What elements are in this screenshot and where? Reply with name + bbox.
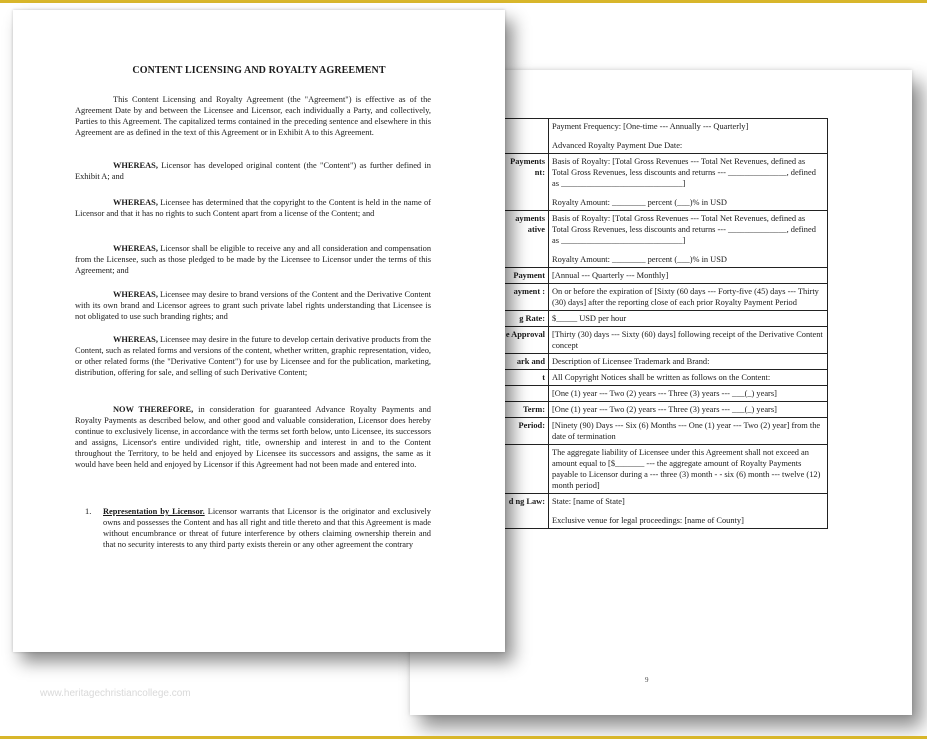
row-label: t xyxy=(500,370,549,386)
table-row xyxy=(500,268,828,284)
table-row xyxy=(500,154,828,211)
table-row xyxy=(500,386,828,402)
row-value-line xyxy=(552,132,824,140)
table-row xyxy=(500,494,828,529)
row-label: Term: xyxy=(500,402,549,418)
row-label: g Rate: xyxy=(500,311,549,327)
row-label: ayment : xyxy=(500,284,549,311)
terms-table xyxy=(500,118,828,529)
section-text: Licensor warrants that Licensor is the originator and exclusively owns and possesses the Content and has all right and title thereto and that this Agreement is made without encumbrance or threat of future interference by others claiming ownership therein and that no security interests to any third party exists therein or any other agreement the contrary xyxy=(103,507,431,549)
whereas-paragraph: WHEREAS, Licensor shall be eligible to receive any and all consideration and compensation from the Licensee, such as those pledged to be made by the Licensee to Licensor under the terms of this Agreement; and xyxy=(75,244,432,275)
row-value xyxy=(549,494,828,529)
table-row xyxy=(500,119,828,154)
section-number: 1. xyxy=(85,507,92,516)
row-value-line xyxy=(552,246,824,254)
row-label xyxy=(500,445,549,494)
row-value-line: [Annual --- Quarterly --- Monthly] xyxy=(552,271,669,280)
document-title: CONTENT LICENSING AND ROYALTY AGREEMENT xyxy=(132,65,386,76)
table-row xyxy=(500,370,828,386)
row-value-line: Royalty Amount: ________ percent (___)% in USD xyxy=(552,255,727,264)
row-value-line: Basis of Royalty: [Total Gross Revenues --- Total Net Revenues, defined as Total Gross Revenues, less discounts and returns --- ______________, defined as _____________________________] xyxy=(552,214,816,245)
row-value-line: The aggregate liability of Licensee under this Agreement shall not exceed an amount equal to [$_______ --- the aggregate amount of Royalty Payments payable to Licensor during a --- three (3) month - - six (6) month --- twelve (12) month period] xyxy=(552,448,821,490)
row-label: ark and xyxy=(500,354,549,370)
row-value-line: On or before the expiration of [Sixty (60 days --- Forty-five (45) days --- Thirty (30) days] after the reporting close of each prior Royalty Payment Period xyxy=(552,287,819,307)
row-label: ayments ative xyxy=(500,211,549,268)
row-value-line: State: [name of State] xyxy=(552,497,625,506)
row-label xyxy=(500,119,549,154)
page-number: 9 xyxy=(645,676,649,684)
row-value-line: [Ninety (90) Days --- Six (6) Months --- One (1) year --- Two (2) year] from the date of termination xyxy=(552,421,821,441)
row-label: Payment xyxy=(500,268,549,284)
row-label xyxy=(500,386,549,402)
section-1-representation xyxy=(85,506,431,550)
row-value-line: [Thirty (30) days --- Sixty (60) days] following receipt of the Derivative Content concept xyxy=(552,330,823,350)
table-row xyxy=(500,311,828,327)
row-label: Period: xyxy=(500,418,549,445)
row-value-line: $_____ USD per hour xyxy=(552,314,627,323)
table-row xyxy=(500,327,828,354)
row-value xyxy=(549,211,828,268)
whereas-paragraph: WHEREAS, Licensor has developed original content (the "Content") as further defined in Exhibit A; and xyxy=(75,161,431,181)
watermark-text: www.heritagechristiancollege.com xyxy=(40,688,191,699)
table-row xyxy=(500,354,828,370)
row-value-line: [One (1) year --- Two (2) years --- Three (3) years --- ___(_) years] xyxy=(552,389,777,398)
row-value xyxy=(549,386,828,402)
row-value xyxy=(549,154,828,211)
whereas-paragraph: WHEREAS, Licensee may desire to brand versions of the Content and the Derivative Content with its own brand and Licensor agrees to grant such private label rights understanding that Licensee is not obligated to use such branding rights; and xyxy=(75,290,432,321)
row-label: d ng Law: xyxy=(500,494,549,529)
row-value-line xyxy=(552,189,824,197)
whereas-paragraph: WHEREAS, Licensee may desire in the future to develop certain derivative products from the Content, such as related forms and versions of the content, whether written, graphic representation, video, or other related forms (the "Derivative Content") for use by Licensee and for the publication, marketing, distribution, offering for sale, and selling of such Derivative Content; xyxy=(75,335,432,377)
row-value-line: Royalty Amount: ________ percent (___)% in USD xyxy=(552,198,727,207)
row-value-line: Advanced Royalty Payment Due Date: xyxy=(552,141,683,150)
now-therefore-paragraph: NOW THEREFORE, in consideration for guaranteed Advance Royalty Payments and Royalty Payments as described below, and other good and valuable consideration, Licensor does hereby continue to exclusively license, in accordance with the terms set forth below, unto Licensee, its successors and assigns, Licensor's entire undivided right, title, ownership and interest in and to the Content throughout the Territory, to be held and enjoyed by Licensee its successors and assigns, the same as it would have been held and enjoyed by Licensor if this Agreement had not been made and entered into. xyxy=(75,405,431,469)
row-value xyxy=(549,445,828,494)
row-value-line: All Copyright Notices shall be written as follows on the Content: xyxy=(552,373,771,382)
section-heading: Representation by Licensor. xyxy=(103,507,205,516)
row-value-line: Exclusive venue for legal proceedings: [name of County] xyxy=(552,516,744,525)
row-label: e Approval xyxy=(500,327,549,354)
table-row xyxy=(500,445,828,494)
frame-top-border xyxy=(0,0,927,3)
table-row xyxy=(500,402,828,418)
row-value xyxy=(549,119,828,154)
row-value xyxy=(549,327,828,354)
row-value xyxy=(549,418,828,445)
row-value-line: Basis of Royalty: [Total Gross Revenues --- Total Net Revenues, defined as Total Gross Revenues, less discounts and returns --- ______________, defined as _____________________________] xyxy=(552,157,816,188)
row-value xyxy=(549,268,828,284)
row-value-line: Payment Frequency: [One-time --- Annually --- Quarterly] xyxy=(552,122,749,131)
table-row xyxy=(500,418,828,445)
row-value xyxy=(549,284,828,311)
row-value-line: [One (1) year --- Two (2) years --- Three (3) years --- ___(_) years] xyxy=(552,405,777,414)
row-value-line: Description of Licensee Trademark and Brand: xyxy=(552,357,710,366)
table-row xyxy=(500,284,828,311)
row-value xyxy=(549,370,828,386)
row-label: Payments nt: xyxy=(500,154,549,211)
document-page-agreement xyxy=(13,10,505,652)
intro-paragraph: This Content Licensing and Royalty Agreement (the "Agreement") is effective as of the Agreement Date by and between the Licensee and Licensor, each individually a Party, and collectively, Parties to this Agreement. The capitalized terms contained in the preceding sentence and elsewhere in this Agreement are as defined in the text of this Agreement or in Exhibit A to this Agreement. xyxy=(75,95,431,137)
row-value xyxy=(549,311,828,327)
whereas-paragraph: WHEREAS, Licensee has determined that the copyright to the Content is held in the name of Licensor and that it has no rights to such Content apart from a license of the Content; and xyxy=(75,198,431,218)
row-value-line xyxy=(552,507,824,515)
table-row xyxy=(500,211,828,268)
row-value xyxy=(549,402,828,418)
row-value xyxy=(549,354,828,370)
